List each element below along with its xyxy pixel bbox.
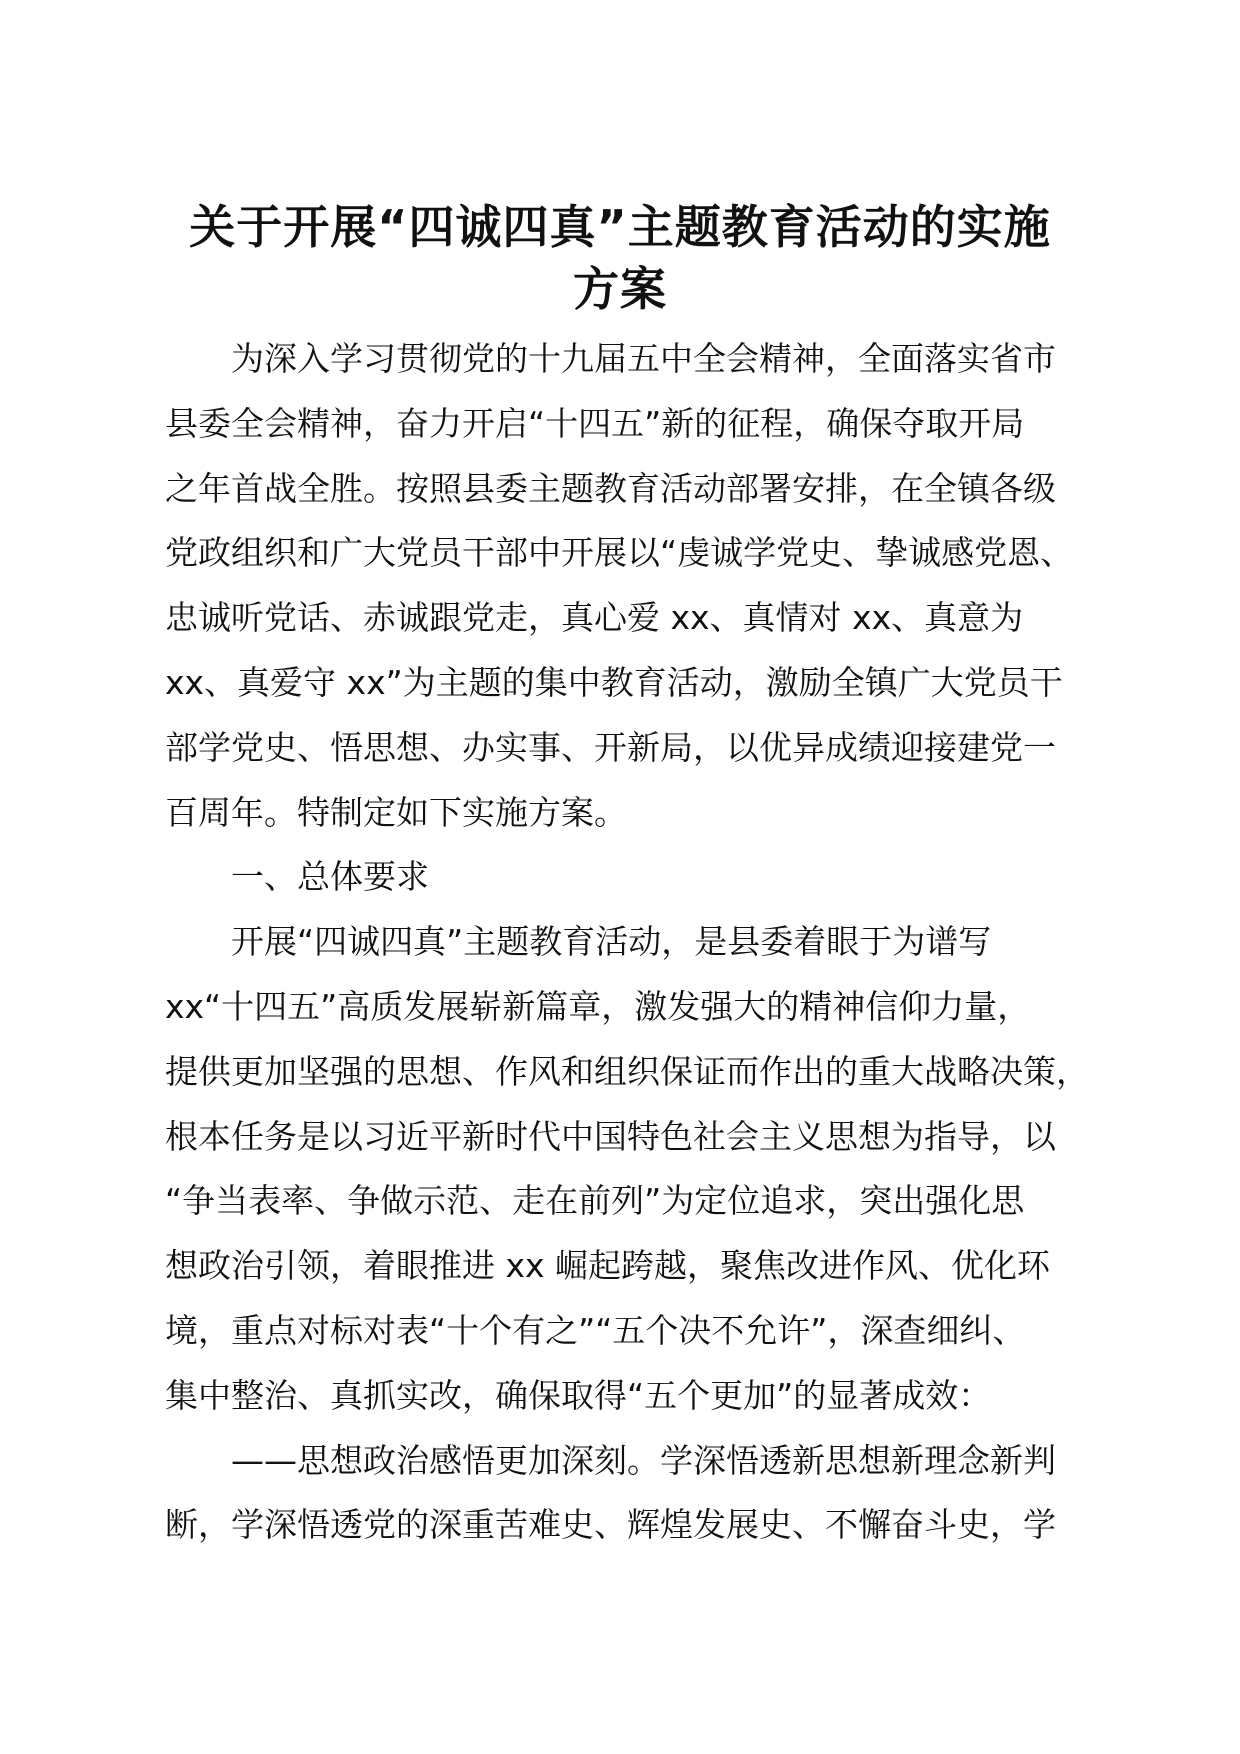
body-text-line: xx“十四五”高质发展崭新篇章，激发强大的精神信仰力量， [165, 986, 1031, 1026]
body-text-line: 根本任务是以习近平新时代中国特色社会主义思想为指导，以 [165, 1116, 1056, 1156]
body-text-line: 忠诚听党话、赤诚跟党走，真心爱 xx、真情对 xx、真意为 [165, 598, 1024, 638]
body-text-line: 县委全会精神，奋力开启“十四五”新的征程，确保夺取开局 [165, 403, 1025, 443]
body-text-line: 之年首战全胜。按照县委主题教育活动部署安排，在全镇各级 [165, 468, 1056, 508]
body-text-line: 一、总体要求 [231, 857, 429, 897]
body-text-line: 为深入学习贯彻党的十九届五中全会精神，全面落实省市 [231, 339, 1056, 378]
body-text-line: 集中整治、真抓实改，确保取得“五个更加”的显著成效： [165, 1375, 992, 1415]
body-text-line: 开展“四诚四真”主题教育活动，是县委着眼于为谱写 [231, 922, 992, 962]
body-text-line: 境，重点对标对表“十个有之”“五个决不允许”，深查细纠、 [165, 1310, 1026, 1350]
body-text-line: xx、真爱守 xx”为主题的集中教育活动，激励全镇广大党员干 [165, 662, 1063, 702]
body-text-line: 提供更加坚强的思想、作风和组织保证而作出的重大战略决策， [165, 1051, 1089, 1091]
document-body [165, 327, 1095, 1558]
body-text-line: 断，学深悟透党的深重苦难史、辉煌发展史、不懈奋斗史，学 [165, 1505, 1056, 1545]
body-text-line: 部学党史、悟思想、办实事、开新局，以优异成绩迎接建党一 [165, 727, 1056, 767]
body-text-line: “争当表率、争做示范、走在前列”为定位追求，突出强化思 [165, 1181, 1025, 1221]
document-title-line-1: 关于开展“四诚四真”主题教育活动的实施 [189, 200, 1051, 254]
body-text-line: 百周年。特制定如下实施方案。 [165, 792, 627, 832]
body-text-line: ——思想政治感悟更加深刻。学深悟透新思想新理念新判 [231, 1440, 1056, 1480]
body-text-line: 党政组织和广大党员干部中开展以“虔诚学党史、挚诚感党恩、 [165, 533, 1074, 573]
body-text-line: 想政治引领，着眼推进 xx 崛起跨越，聚焦改进作风、优化环 [165, 1246, 1051, 1286]
document-title-line-2: 方案 [573, 262, 667, 316]
